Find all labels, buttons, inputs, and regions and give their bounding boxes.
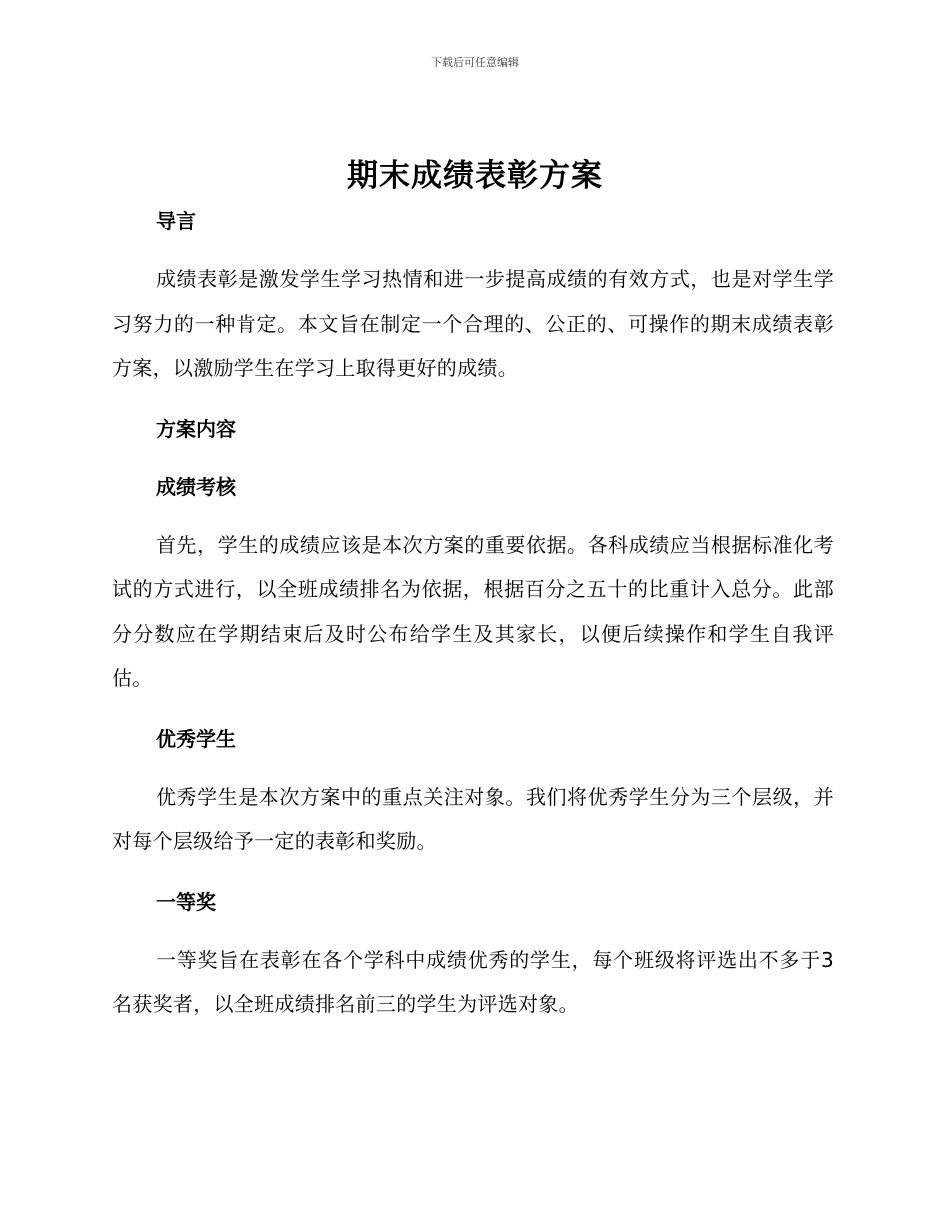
intro-paragraph: 成绩表彰是激发学生学习热情和进一步提高成绩的有效方式，也是对学生学习努力的一种肯定。本文旨在制定一个合理的、公正的、可操作的期末成绩表彰方案，以激励学生在学习上取得更好的成绩。	[112, 267, 834, 380]
header-note: 下载后可任意编辑	[431, 56, 519, 69]
document-title: 期末成绩表彰方案	[347, 158, 603, 194]
assessment-paragraph: 首先，学生的成绩应该是本次方案的重要依据。各科成绩应当根据标准化考试的方式进行，以全班成绩排名为依据，根据百分之五十的比重计入总分。此部分分数应在学期结束后及时公布给学生及其家长，以便后续操作和学生自我评估。	[112, 532, 834, 690]
document-body	[112, 205, 834, 1027]
assessment-heading: 成绩考核	[156, 474, 236, 499]
excellent-heading: 优秀学生	[156, 726, 236, 751]
excellent-paragraph: 优秀学生是本次方案中的重点关注对象。我们将优秀学生分为三个层级，并对每个层级给予一定的表彰和奖励。	[112, 784, 834, 853]
first-prize-heading: 一等奖	[156, 889, 216, 914]
intro-heading: 导言	[156, 209, 196, 233]
first-prize-paragraph: 一等奖旨在表彰在各个学科中成绩优秀的学生，每个班级将评选出不多于3名获奖者，以全班成绩排名前三的学生为评选对象。	[112, 947, 834, 1016]
plan-heading: 方案内容	[156, 416, 236, 441]
